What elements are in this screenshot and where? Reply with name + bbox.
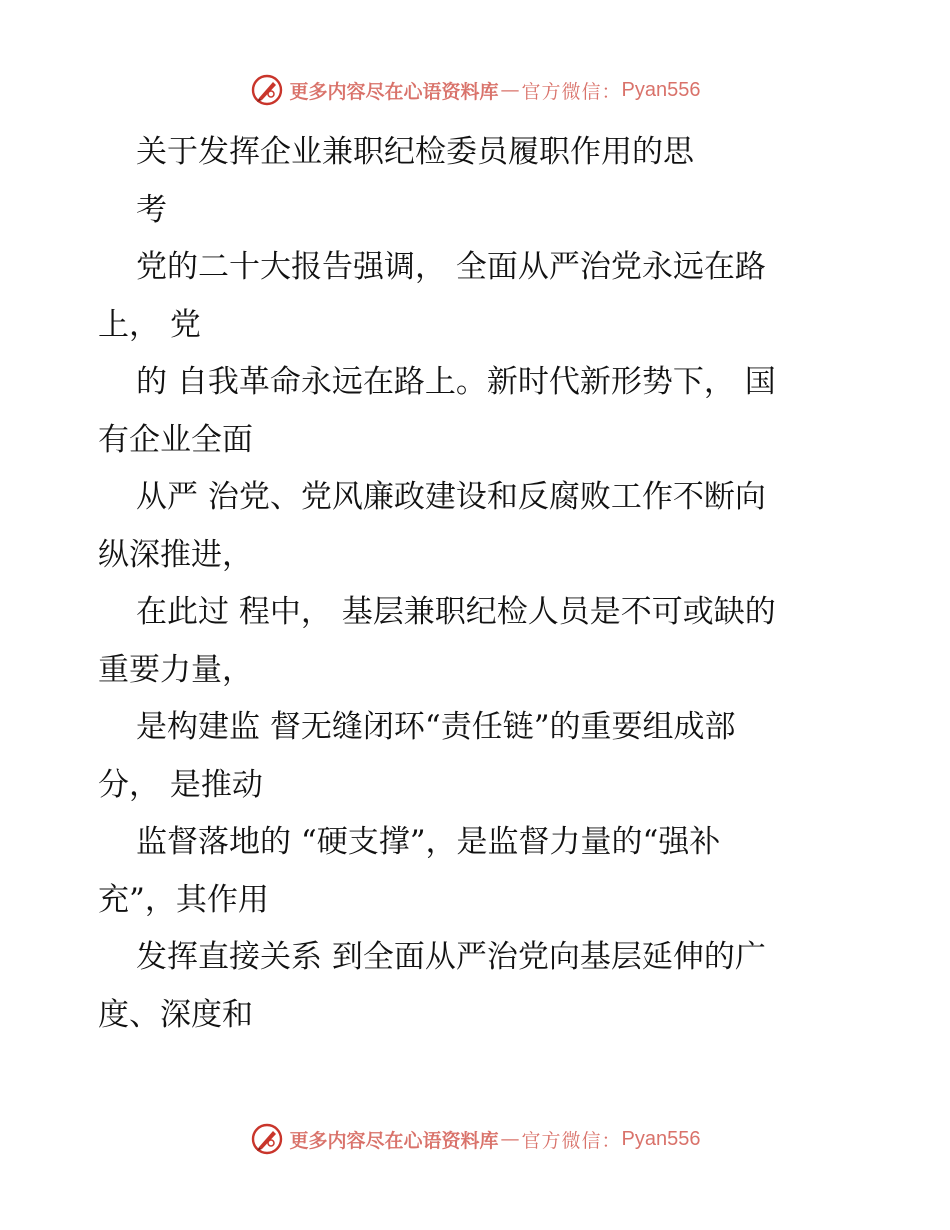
watermark-dash: —: [500, 79, 520, 101]
body-line: 监督落地的 “硬支撑”，是监督力量的“强补: [136, 824, 721, 860]
body-line: 在此过 程中， 基层兼职纪检人员是不可或缺的: [136, 594, 776, 630]
body-line: 有企业全面: [98, 421, 253, 458]
body-line: 度、深度和: [98, 996, 253, 1033]
watermark-brand: 更多内容尽在心语资料库: [289, 80, 499, 103]
title-line-1: 关于发挥企业兼职纪检委员履职作用的思: [136, 134, 694, 170]
pen-logo-icon: [250, 73, 284, 107]
body-line: 党的二十大报告强调， 全面从严治党永远在路: [136, 249, 766, 285]
document-body: [98, 124, 858, 1044]
watermark-wechat-id: Pyan556: [621, 1127, 701, 1150]
body-line: 发挥直接关系 到全面从严治党向基层延伸的广: [136, 939, 766, 975]
body-line: 上， 党: [98, 306, 201, 343]
pen-logo-icon: [250, 1122, 284, 1156]
watermark-dash: —: [500, 1128, 520, 1150]
header-watermark: [0, 70, 950, 110]
body-line: 分， 是推动: [98, 766, 263, 803]
body-line: 充”，其作用: [98, 881, 269, 918]
watermark-brand: 更多内容尽在心语资料库: [289, 1129, 499, 1152]
body-line: 纵深推进，: [98, 536, 253, 573]
watermark-wechat-label: 官方微信：: [521, 1129, 622, 1152]
watermark-wechat-id: Pyan556: [621, 78, 701, 101]
body-line: 从严 治党、党风廉政建设和反腐败工作不断向: [136, 479, 766, 515]
body-line: 重要力量，: [98, 651, 253, 688]
watermark-wechat-label: 官方微信：: [521, 80, 622, 103]
title-line-2: 考: [136, 191, 167, 228]
footer-watermark: [0, 1119, 950, 1159]
body-line: 是构建监 督无缝闭环“责任链”的重要组成部: [136, 709, 736, 745]
body-line: 的 自我革命永远在路上。新时代新形势下， 国: [136, 364, 776, 400]
